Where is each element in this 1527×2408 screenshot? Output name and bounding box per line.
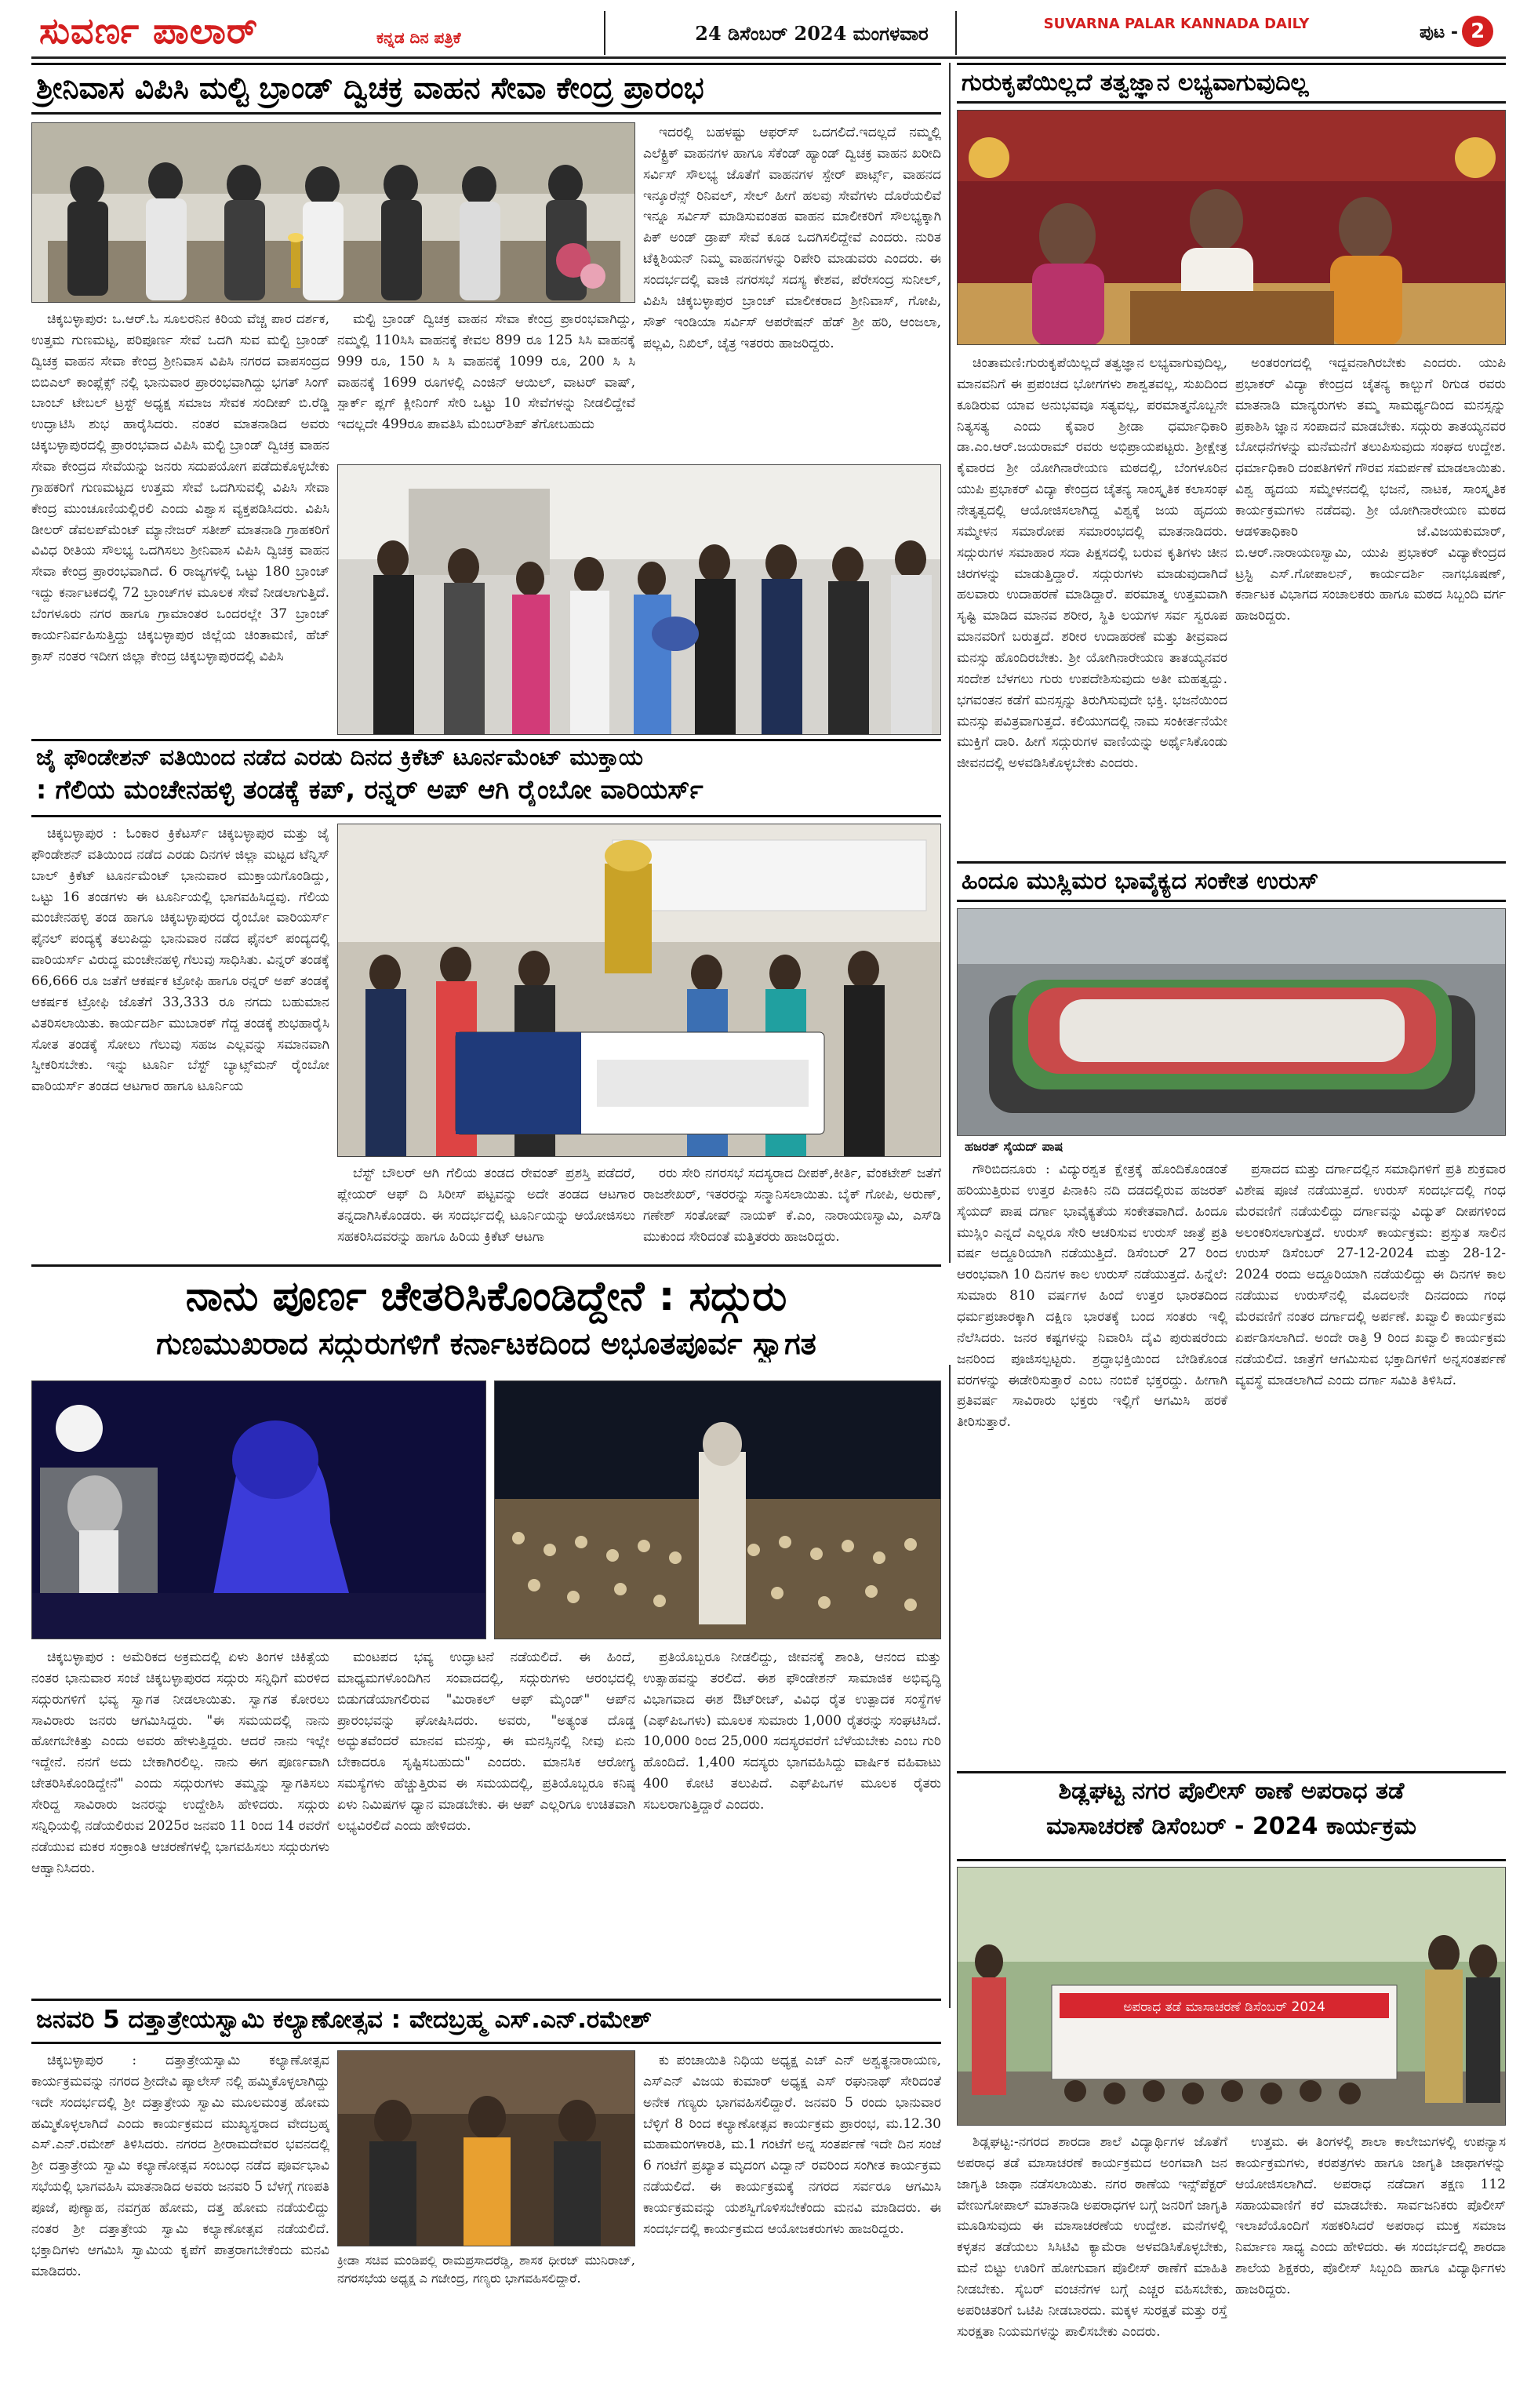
- gurukripe-headline-box: [957, 63, 1506, 104]
- sadhguru-col1-text: ಚಿಕ್ಕಬಳ್ಳಾಪುರ : ಅಮೆರಿಕದ ಅಕ್ರಮದಲ್ಲಿ ಏಳು ತಿಂಗಳ ಚಿಕಿತ್ಸೆಯ ನಂತರ ಭಾನುವಾರ ಸಂಜೆ ಚಿಕ್ಕಬಳ್ಳಾಪುರದ ಸದ್ಗುರು ಸನ್ನಿಧಿಗೆ ಮರಳಿದ ಸದ್ಗುರುಗಳಿಗೆ ಭವ್ಯ ಸ್ವಾಗತ ನೀಡಲಾಯಿತು. ಸ್ವಾಗತ ಕೋರಲು ಸಾವಿರಾರು ಜನರು ಆಗಮಿಸಿದ್ದರು. "ಈ ಸಮಯದಲ್ಲಿ ನಾನು ಹೋಗಬೇಕಿತ್ತು ಎಂದು ಅವರು ಹೇಳುತ್ತಿದ್ದರು. ಆದರೆ ನಾನು ಇಲ್ಲೇ ಇದ್ದೇನೆ. ನನಗೆ ಅದು ಬೇಕಾಗಿರಲಿಲ್ಲ. ನಾನು ಈಗ ಪೂರ್ಣವಾಗಿ ಚೇತರಿಸಿಕೊಂಡಿದ್ದೇನೆ" ಎಂದು ಸದ್ಗುರುಗಳು ತಮ್ಮನ್ನು ಸ್ವಾಗತಿಸಲು ಸೇರಿದ್ದ ಸಾವಿರಾರು ಜನರನ್ನು ಉದ್ದೇಶಿಸಿ ಹೇಳಿದರು. ಸದ್ಗುರು ಸನ್ನಿಧಿಯಲ್ಲಿ ನಡೆಯಲಿರುವ 2025ರ ಜನವರಿ 11 ರಿಂದ 14 ರವರೆಗೆ ನಡೆಯುವ ಮಕರ ಸಂಕ್ರಾಂತಿ ಆಚರಣೆಗಳಲ್ಲಿ ಭಾಗವಹಿಸಲು ಸದ್ಗುರುಗಳು ಆಹ್ವಾನಿಸಿದರು.: [31, 1650, 329, 1876]
- dattatreya-caption-text: ಕ್ರೀಡಾ ಸಚಿವ ಮಂಡಿಪಲ್ಲಿ ರಾಮಪ್ರಸಾದರೆಡ್ಡಿ, ಶಾಸಕ ಧೀರಜ್ ಮುನಿರಾಜ್, ನಗರಸಭೆಯ ಅಧ್ಯಕ್ಷ ಎ ಗಜೇಂದ್ರ, ಗಣ್ಯರು ಭಾಗವಹಿಸಲಿದ್ದಾರೆ.: [337, 2253, 635, 2286]
- newspaper-tagline: ಕನ್ನಡ ದಿನ ಪತ್ರಿಕೆ: [376, 28, 461, 47]
- gurukripe-col1: [957, 353, 1227, 855]
- showroom-col3: [643, 122, 941, 452]
- column-divider: [949, 63, 951, 1263]
- police-col1-text: ಶಿಡ್ಲಘಟ್ಟ:-ನಗರದ ಶಾರದಾ ಶಾಲೆ ವಿದ್ಯಾರ್ಥಿಗಳ ಜೊತೆಗೆ ಅಪರಾಧ ತಡೆ ಮಾಸಾಚರಣೆ ಕಾರ್ಯಕ್ರಮದ ಅಂಗವಾಗಿ ಜನ ಜಾಗೃತಿ ಜಾಥಾ ನಡೆಸಲಾಯಿತು. ನಗರ ಠಾಣೆಯ ಇನ್ಸ್‌ಪೆಕ್ಟರ್ ವೇಣುಗೋಪಾಲ್ ಮಾತನಾಡಿ ಅಪರಾಧಗಳ ಬಗ್ಗೆ ಜನರಿಗೆ ಜಾಗೃತಿ ಮೂಡಿಸುವುದು ಈ ಮಾಸಾಚರಣೆಯ ಉದ್ದೇಶ. ಮನೆಗಳಲ್ಲಿ ಕಳ್ಳತನ ತಡೆಯಲು ಸಿಸಿಟಿವಿ ಕ್ಯಾಮೆರಾ ಅಳವಡಿಸಿಕೊಳ್ಳಬೇಕು, ಮನೆ ಬಿಟ್ಟು ಊರಿಗೆ ಹೋಗುವಾಗ ಪೊಲೀಸ್ ಠಾಣೆಗೆ ಮಾಹಿತಿ ನೀಡಬೇಕು. ಸೈಬರ್ ವಂಚನೆಗಳ ಬಗ್ಗೆ ಎಚ್ಚರ ವಹಿಸಬೇಕು, ಅಪರಿಚಿತರಿಗೆ ಒಟಿಪಿ ನೀಡಬಾರದು. ಮಕ್ಕಳ ಸುರಕ್ಷತೆ ಮತ್ತು ರಸ್ತೆ ಸುರಕ್ಷತಾ ನಿಯಮಗಳನ್ನು ಪಾಲಿಸಬೇಕು ಎಂದರು.: [957, 2134, 1227, 2340]
- cricket-headline-1: ಜೈ ಫೌಂಡೇಶನ್ ವತಿಯಿಂದ ನಡೆದ ಎರಡು ದಿನದ ಕ್ರಿಕೆಟ್ ಟೂರ್ನಮೆಂಟ್ ಮುಕ್ತಾಯ: [36, 744, 643, 770]
- dattatreya-col1: [31, 2050, 329, 2399]
- police-photo: [957, 1867, 1506, 2126]
- police-col1: [957, 2132, 1227, 2399]
- gurukripe-photo: [957, 110, 1506, 345]
- police-headline-box: [957, 1771, 1506, 1861]
- showroom-col2-text: ಮಲ್ಟಿ ಬ್ರಾಂಡ್ ದ್ವಿಚಕ್ರ ವಾಹನ ಸೇವಾ ಕೇಂದ್ರ ಪ್ರಾರಂಭವಾಗಿದ್ದು, ನಮ್ಮಲ್ಲಿ 110ಸಿಸಿ ವಾಹನಕ್ಕೆ ಕೇವಲ 899 ರೂ 125 ಸಿಸಿ ವಾಹನಕ್ಕೆ 999 ರೂ, 150 ಸಿ ಸಿ ವಾಹನಕ್ಕೆ 1099 ರೂ, 200 ಸಿ ಸಿ ವಾಹನಕ್ಕೆ 1699 ರೂಗಳಲ್ಲಿ ಎಂಜಿನ್ ಆಯಿಲ್, ವಾಟರ್ ವಾಷ್, ಸ್ಪಾರ್ಕ್ ಪ್ಲಗ್ ಕ್ಲೀನಿಂಗ್ ಸೇರಿ ಒಟ್ಟು 10 ಸೇವೆಗಳನ್ನು ನೀಡಲಿದ್ದೇವೆ ಇದಲ್ಲದೇ 499ರೂ ಪಾವತಿಸಿ ಮೆಂಬರ್‌ಶಿಪ್ ತೆಗೋಬಹುದು: [337, 311, 635, 433]
- sadhguru-photo-crowd: [494, 1380, 941, 1639]
- gurukripe-col2: [1235, 353, 1506, 855]
- dattatreya-col2-text: ಕು ಪಂಚಾಯಿತಿ ನಿಧಿಯ ಅಧ್ಯಕ್ಷ ಎಚ್ ಎನ್ ಅಶ್ವತ್ಥನಾರಾಯಣ, ಎಸ್ಎನ್ ವಿಜಯ ಕುಮಾರ್ ಅಧ್ಯಕ್ಷ ಎಸ್ ರಘುನಾಥ್ ಸೇರಿದಂತೆ ಅನೇಕ ಗಣ್ಯರು ಭಾಗವಹಿಸಲಿದ್ದಾರೆ. ಜನವರಿ 5 ರಂದು ಭಾನುವಾರ ಬೆಳ್ಳಿಗೆ 8 ರಿಂದ ಕಲ್ಯಾಣೋತ್ಸವ ಕಾರ್ಯಕ್ರಮ ಪ್ರಾರಂಭ, ಮ.12.30 ಮಹಾಮಂಗಳಾರತಿ, ಮ.1 ಗಂಟೆಗೆ ಅನ್ನ ಸಂತರ್ಪಣೆ ಇದೇ ದಿನ ಸಂಜೆ 6 ಗಂಟೆಗೆ ಪ್ರಖ್ಯಾತ ಮೃದಂಗ ವಿದ್ವಾನ್ ರವರಿಂದ ಸಂಗೀತ ಕಾರ್ಯಕ್ರಮ ನಡೆಯಲಿದೆ. ಈ ಕಾರ್ಯಕ್ರಮಕ್ಕೆ ನಗರದ ಸರ್ವರೂ ಆಗಮಿಸಿ ಕಾರ್ಯಕ್ರಮವನ್ನು ಯಶಸ್ವಿಗೊಳಿಸಬೇಕೆಂದು ಮನವಿ ಮಾಡಿದರು. ಈ ಸಂದರ್ಭದಲ್ಲಿ ಕಾರ್ಯಕ್ರಮದ ಆಯೋಜಕರುಗಳು ಹಾಜರಿದ್ದರು.: [643, 2053, 941, 2237]
- dattatreya-col2: [643, 2050, 941, 2399]
- urus-headline: ಹಿಂದೂ ಮುಸ್ಲಿಮರ ಭಾವೈಕ್ಯದ ಸಂಕೇತ ಉರುಸ್: [962, 868, 1319, 895]
- english-name: SUVARNA PALAR KANNADA DAILY: [1043, 16, 1310, 32]
- showroom-col3-text: ಇದರಲ್ಲಿ ಬಹಳಷ್ಟು ಆಫರ್‌ಸ್ ಒದಗಲಿದೆ.ಇದಲ್ಲದೆ ನಮ್ಮಲ್ಲಿ ಎಲೆಕ್ಟ್ರಿಕ್ ವಾಹನಗಳ ಹಾಗೂ ಸೆಕೆಂಡ್ ಹ್ಯಾಂಡ್ ದ್ವಿಚಕ್ರ ವಾಹನ ಖರೀದಿ ಸರ್ವಿಸ್ ಸೌಲಭ್ಯ ಜೊತೆಗೆ ವಾಹನಗಳ ಸ್ಪೇರ್ ಪಾರ್ಟ್ಸ್, ವಾಹನದ ಇನ್ಶೂರೆನ್ಸ್ ರಿನಿವಲ್, ಸೇಲ್ ಹೀಗೆ ಹಲವು ಸೇವೆಗಳು ದೊರೆಯಲಿವೆ ಇನ್ನೂ ಸರ್ವಿಸ್ ಮಾಡಿಸುವಂತಹ ವಾಹನ ಮಾಲೀಕರಿಗೆ ಸೌಲಭ್ಯಕ್ಕಾಗಿ ಪಿಕ್ ಅಂಡ್ ಡ್ರಾಪ್ ಸೇವೆ ಕೂಡ ಒದಗಿಸಲಿದ್ದೇವೆ ಎಂದರು. ನುರಿತ ಟೆಕ್ನಿಶಿಯನ್ ನಿಮ್ಮ ವಾಹನಗಳನ್ನು ರಿಪೇರಿ ಮಾಡುವರು ಎಂದರು. ಈ ಸಂದರ್ಭದಲ್ಲಿ ವಾಜಿ ನಗರಸಭೆ ಸದಸ್ಯ ಕೇಶವ, ಪೆರೇಸಂದ್ರ ಸುನೀಲ್, ವಿಪಿಸಿ ಚಿಕ್ಕಬಳ್ಳಾಪುರ ಬ್ರಾಂಚ್ ಮಾಲೀಕರಾದ ಶ್ರೀನಿವಾಸ್, ಗೋಪಿ, ಸೌತ್ ಇಂಡಿಯಾ ಸರ್ವಿಸ್ ಆಪರೇಷನ್ ಹೆಡ್ ಶ್ರೀ ಹರಿ, ಆಂಜಲಾ, ಪಲ್ಲವಿ, ನಿಖಿಲ್, ಚೈತ್ರ ಇತರರು ಹಾಜರಿದ್ದರು.: [643, 125, 941, 351]
- sadhguru-headline-box: [31, 1269, 941, 1371]
- cricket-headline-box: [31, 739, 941, 817]
- urus-col1: [957, 1159, 1227, 1767]
- page-indicator: [1420, 16, 1506, 47]
- showroom-col1-text: ಚಿಕ್ಕಬಳ್ಳಾಪುರ: ಒ.ಆರ್.ಓ ಸೂಲರನಿನ ಕಿರಿಯ ವೆಚ್ಚ ಪಾರ ದರ್ಶಕ, ಉತ್ತಮ ಗುಣಮಟ್ಟ, ಪರಿಪೂರ್ಣ ಸೇವೆ ಒದಗಿ ಸುವ ಮಲ್ಟಿ ಬ್ರಾಂಡ್ ದ್ವಿಚಕ್ರ ವಾಹನ ಸೇವಾ ಕೇಂದ್ರ ಶ್ರೀನಿವಾಸ ವಿಪಿಸಿ ನಗರದ ವಾಪಸಂದ್ರದ ಬಿಬಿಎಲ್ ಕಾಂಪ್ಲೆಕ್ಸ್ ನಲ್ಲಿ ಭಾನುವಾರ ಪ್ರಾರಂಭವಾಗಿದ್ದು ಭಗತ್ ಸಿಂಗ್ ಬಾಂಬ್ ಟೇಬಲ್ ಟ್ರಸ್ಟ್ ಅಧ್ಯಕ್ಷ ಸಮಾಜ ಸೇವಕ ಸಂದೀಪ್ ಬಿ.ರೆಡ್ಡಿ ಉದ್ಘಾಟಿಸಿ ಶುಭ ಹಾರೈಸಿದರು. ನಂತರ ಮಾತನಾಡಿದ ಅವರು ಚಿಕ್ಕಬಳ್ಳಾಪುರದಲ್ಲಿ ಪ್ರಾರಂಭವಾದ ವಿಪಿಸಿ ಮಲ್ಟಿ ಬ್ರಾಂಡ್ ದ್ವಿಚಕ್ರ ವಾಹನ ಸೇವಾ ಕೇಂದ್ರದ ಸೇವೆಯನ್ನು ಜನರು ಸದುಪಯೋಗ ಪಡೆದುಕೊಳ್ಳಬೇಕು ಗ್ರಾಹಕರಿಗೆ ಗುಣಮಟ್ಟದ ಉತ್ತಮ ಸೇವೆ ಒದಗಿಸುವಲ್ಲಿ ವಿಪಿಸಿ ಸೇವಾ ಕೇಂದ್ರ ಮುಂಚೂಣಿಯಲ್ಲಿರಲಿ ಎಂದು ವಿಶ್ವಾಸ ವ್ಯಕ್ತಪಡಿಸಿದರು. ವಿಪಿಸಿ ಡೀಲರ್ ಡೆವಲಪ್‌ಮೆಂಟ್ ಮ್ಯಾನೇಜರ್ ಸತೀಶ್ ಮಾತನಾಡಿ ಗ್ರಾಹಕರಿಗೆ ವಿವಿಧ ರೀತಿಯ ಸೌಲಭ್ಯ ಒದಗಿಸಲು ಶ್ರೀನಿವಾಸ ವಿಪಿಸಿ ದ್ವಿಚಕ್ರ ವಾಹನ ಸೇವಾ ಕೇಂದ್ರ ಪ್ರಾರಂಭವಾಗಿದೆ. 6 ರಾಜ್ಯಗಳಲ್ಲಿ ಒಟ್ಟು 180 ಬ್ರಾಂಚ್ ಇದ್ದು ಕರ್ನಾಟಕದಲ್ಲಿ 72 ಬ್ರಾಂಚ್‌ಗಳ ಮೂಲಕ ಸೇವೆ ನೀಡಲಾಗುತ್ತಿದೆ. ಬೆಂಗಳೂರು ನಗರ ಹಾಗೂ ಗ್ರಾಮಾಂತರ ಒಂದರಲ್ಲೇ 37 ಬ್ರಾಂಚ್ ಕಾರ್ಯನಿರ್ವಹಿಸುತ್ತಿದ್ದು ಚಿಕ್ಕಬಳ್ಳಾಪುರ ಜಿಲ್ಲೆಯ ಚಿಂತಾಮಣಿ, ಹೆಚ್ ಕ್ರಾಸ್ ನಂತರ ಇದೀಗ ಜಿಲ್ಲಾ ಕೇಂದ್ರ ಚಿಕ್ಕಬಳ್ಳಾಪುರದಲ್ಲಿ ವಿಪಿಸಿ: [31, 311, 329, 664]
- dattatreya-headline: ಜನವರಿ 5 ದತ್ತಾತ್ರೇಯಸ್ವಾಮಿ ಕಲ್ಯಾಣೋತ್ಸವ : ವೇದಬ್ರಹ್ಮ ಎಸ್.ಎನ್.ರಮೇಶ್: [36, 2006, 652, 2034]
- sadhguru-headline-1: ನಾನು ಪೂರ್ಣ ಚೇತರಿಸಿಕೊಂಡಿದ್ದೇನೆ : ಸದ್ಗುರು: [185, 1273, 787, 1320]
- masthead-rule: [31, 56, 1506, 59]
- dattatreya-photo-caption: [337, 2251, 635, 2400]
- sadhguru-photo-statue: [31, 1380, 486, 1639]
- police-col2: [1235, 2132, 1506, 2399]
- sadhguru-col2: [337, 1647, 635, 1992]
- sadhguru-col2-text: ಮಂಟಪದ ಭವ್ಯ ಉದ್ಘಾಟನೆ ನಡೆಯಲಿದೆ. ಈ ಹಿಂದೆ, ಮಾಧ್ಯಮಗಳೊಂದಿಗಿನ ಸಂವಾದದಲ್ಲಿ, ಸದ್ಗುರುಗಳು ಆರಂಭದಲ್ಲಿ ಬಿಡುಗಡೆಯಾಗಲಿರುವ "ಮಿರಾಕಲ್ ಆಫ್ ಮೈಂಡ್" ಆಪ್‌ನ ಪ್ರಾರಂಭವನ್ನು ಘೋಷಿಸಿದರು. ಅವರು, "ಅತ್ಯಂತ ದೊಡ್ಡ ಅದ್ಭುತವೆಂದರೆ ಮಾನವ ಮನಸ್ಸು, ಈ ಮನಸ್ಸಿನಲ್ಲಿ ನೀವು ಏನು ಬೇಕಾದರೂ ಸೃಷ್ಟಿಸಬಹುದು" ಎಂದರು. ಮಾನಸಿಕ ಆರೋಗ್ಯ ಸಮಸ್ಯೆಗಳು ಹೆಚ್ಚುತ್ತಿರುವ ಈ ಸಮಯದಲ್ಲಿ, ಪ್ರತಿಯೊಬ್ಬರೂ ಕನಿಷ್ಠ ಏಳು ನಿಮಿಷಗಳ ಧ್ಯಾನ ಮಾಡಬೇಕು. ಈ ಆಪ್ ಎಲ್ಲರಿಗೂ ಉಚಿತವಾಗಿ ಲಭ್ಯವಿರಲಿದೆ ಎಂದು ಹೇಳಿದರು.: [337, 1650, 635, 1834]
- cricket-col3: [643, 1163, 941, 1257]
- sadhguru-col3: [643, 1647, 941, 1992]
- dattatreya-headline-box: [31, 1999, 941, 2044]
- showroom-col1: [31, 309, 329, 733]
- showroom-col2: [337, 309, 635, 458]
- issue-date: 24 ಡಿಸೆಂಬರ್ 2024 ಮಂಗಳವಾರ: [695, 22, 929, 45]
- gurukripe-col2-text: ಅಂತರಂಗದಲ್ಲಿ ಇದ್ದವನಾಗಿರಬೇಕು ಎಂದರು. ಯುಪಿ ಪ್ರಭಾಕರ್ ವಿದ್ಯಾ ಕೇಂದ್ರದ ಚೈತನ್ಯ ಕಾಲ್ಬುಗೆ ರಿಗುಡ ರವರು ಮಾತನಾಡಿ ಮಾನ್ಯರುಗಳು ತಮ್ಮ ಸಾಮರ್ಥ್ಯದಿಂದ ಮನಸ್ಸನ್ನು ಪ್ರಕಾಶಿಸಿ ಜ್ಞಾನ ಸಂಪಾದನೆ ಮಾಡಬೇಕು. ಸದ್ಗುರು ತಾತಯ್ಯನವರ ಬೋಧನೆಗಳನ್ನು ಮನೆಮನೆಗೆ ತಲುಪಿಸುವುದು ಸಂಘದ ಉದ್ದೇಶ. ಧರ್ಮಾಧಿಕಾರಿ ದಂಪತಿಗಳಿಗೆ ಗೌರವ ಸಮರ್ಪಣೆ ಮಾಡಲಾಯಿತು. ವಿಶ್ವ ಹೃದಯ ಸಮ್ಮೇಳನದಲ್ಲಿ ಭಜನೆ, ನಾಟಕ, ಸಾಂಸ್ಕೃತಿಕ ಕಾರ್ಯಕ್ರಮಗಳು ನಡೆದವು. ಶ್ರೀ ಯೋಗಿನಾರೇಯಣ ಮಠದ ಆಡಳಿತಾಧಿಕಾರಿ ಜೆ.ವಿಜಯಕುಮಾರ್, ಬಿ.ಆರ್.ನಾರಾಯಣಸ್ವಾಮಿ, ಯುಪಿ ಪ್ರಭಾಕರ್ ವಿದ್ಯಾಕೇಂದ್ರದ ಟ್ರಸ್ಟಿ ಎಸ್.ಗೋಪಾಲನ್, ಕಾರ್ಯದರ್ಶಿ ನಾಗಭೂಷಣ್, ಕರ್ನಾಟಕ ವಿಭಾಗದ ಸಂಚಾಲಕರು ಹಾಗೂ ಮಠದ ಸಿಬ್ಬಂದಿ ವರ್ಗ ಹಾಜರಿದ್ದರು.: [1235, 355, 1506, 624]
- urus-col2: [1235, 1159, 1506, 1767]
- sadhguru-headline-2: ಗುಣಮುಖರಾದ ಸದ್ಗುರುಗಳಿಗೆ ಕರ್ನಾಟಕದಿಂದ ಅಭೂತಪೂರ್ವ ಸ್ವಾಗತ: [156, 1326, 816, 1361]
- cricket-col2: [337, 1163, 635, 1257]
- showroom-photo-ribbon: [31, 122, 635, 303]
- sadhguru-top-rule: [31, 1264, 941, 1267]
- cricket-col1-text: ಚಿಕ್ಕಬಳ್ಳಾಪುರ : ಓಂಕಾರ ಕ್ರಿಕೆಟರ್ಸ್ ಚಿಕ್ಕಬಳ್ಳಾಪುರ ಮತ್ತು ಜೈ ಫೌಂಡೇಶನ್ ವತಿಯಿಂದ ನಡೆದ ಎರಡು ದಿನಗಳ ಜಿಲ್ಲಾ ಮಟ್ಟದ ಟೆನ್ನಿಸ್ ಬಾಲ್ ಕ್ರಿಕೆಟ್ ಟೂರ್ನಮೆಂಟ್ ಭಾನುವಾರ ಮುಕ್ತಾಯಗೊಂಡಿದ್ದು, ಒಟ್ಟು 16 ತಂಡಗಳು ಈ ಟೂರ್ನಿಯಲ್ಲಿ ಭಾಗವಹಿಸಿದ್ದವು. ಗೆಲಿಯ ಮಂಚೇನಹಳ್ಳಿ ತಂಡ ಹಾಗೂ ಚಿಕ್ಕಬಳ್ಳಾಪುರದ ರೈಂಬೋ ವಾರಿಯರ್ಸ್ ಫೈನಲ್ ಪಂದ್ಯಕ್ಕೆ ತಲುಪಿದ್ದು ಭಾನುವಾರ ನಡೆದ ಫೈನಲ್ ಪಂದ್ಯದಲ್ಲಿ ವಾರಿಯರ್ಸ್ ವಿರುದ್ಧ ಮಂಚೇನಹಳ್ಳಿ ಗೆಲುವು ಸಾಧಿಸಿತು. ವಿನ್ನರ್ ತಂಡಕ್ಕೆ 66,666 ರೂ ಜತೆಗೆ ಆಕರ್ಷಕ ಟ್ರೋಫಿ ಹಾಗೂ ರನ್ನರ್ ಅಪ್ ತಂಡಕ್ಕೆ ಆಕರ್ಷಕ ಟ್ರೋಫಿ ಜೊತೆಗೆ 33,333 ರೂ ನಗದು ಬಹುಮಾನ ವಿತರಿಸಲಾಯಿತು. ಕಾರ್ಯದರ್ಶಿ ಮುಬಾರಕ್ ಗೆದ್ದ ತಂಡಕ್ಕೆ ಶುಭಹಾರೈಸಿ ಸೋತ ತಂಡಕ್ಕೆ ಸೋಲು ಗೆಲುವು ಸಹಜ ಎಲ್ಲವನ್ನು ಸಮಾನವಾಗಿ ಸ್ವೀಕರಿಸಬೇಕು. ಇನ್ನು ಟೂರ್ನಿ ಬೆಸ್ಟ್ ಬ್ಯಾಟ್ಸ್‌ಮನ್ ರೈಂಬೋ ವಾರಿಯರ್ಸ್ ತಂಡದ ಆಟಗಾರ ಹಾಗೂ ಟೂರ್ನಿಯ: [31, 826, 329, 1095]
- dattatreya-col1-text: ಚಿಕ್ಕಬಳ್ಳಾಪುರ : ದತ್ತಾತ್ರೇಯಸ್ವಾಮಿ ಕಲ್ಯಾಣೋತ್ಸವ ಕಾರ್ಯಕ್ರಮವನ್ನು ನಗರದ ಶ್ರೀದೇವಿ ಪ್ಯಾಲೇಸ್ ನಲ್ಲಿ ಹಮ್ಮಿಕೊಳ್ಳಲಾಗಿದ್ದು ಇದೇ ಸಂದರ್ಭದಲ್ಲಿ ಶ್ರೀ ದತ್ತಾತ್ರೇಯ ಸ್ವಾಮಿ ಮೂಲಮಂತ್ರ ಹೋಮ ಹಮ್ಮಿಕೊಳ್ಳಲಾಗಿದೆ ಎಂದು ಕಾರ್ಯಕ್ರಮದ ಮುಖ್ಯಸ್ಥರಾದ ವೇದಬ್ರಹ್ಮ ಎಸ್.ಎನ್.ರಮೇಶ್ ತಿಳಿಸಿದರು. ನಗರದ ಶ್ರೀರಾಮದೇವರ ಭವನದಲ್ಲಿ ಶ್ರೀ ದತ್ತಾತ್ರೇಯ ಸ್ವಾಮಿ ಕಲ್ಯಾಣೋತ್ಸವ ಸಂಬಂಧ ನಡೆದ ಪೂರ್ವಭಾವಿ ಸಭೆಯಲ್ಲಿ ಭಾಗವಹಿಸಿ ಮಾತನಾಡಿದ ಅವರು ಜನವರಿ 5 ಬೆಳಗ್ಗೆ ಗಣಪತಿ ಪೂಜೆ, ಪುಣ್ಯಾಹ, ನವಗ್ರಹ ಹೋಮ, ದತ್ತ ಹೋಮ ನಡೆಯಲಿದ್ದು ನಂತರ ಶ್ರೀ ದತ್ತಾತ್ರೇಯ ಸ್ವಾಮಿ ಕಲ್ಯಾಣೋತ್ಸವ ನಡೆಯಲಿದೆ. ಭಕ್ತಾದಿಗಳು ಆಗಮಿಸಿ ಸ್ವಾಮಿಯ ಕೃಪೆಗೆ ಪಾತ್ರರಾಗಬೇಕೆಂದು ಮನವಿ ಮಾಡಿದರು.: [31, 2053, 329, 2279]
- newspaper-name: ಸುವರ್ಣ ಪಾಲಾರ್: [39, 9, 259, 52]
- masthead-box-lines: [604, 11, 957, 55]
- page-number: 2: [1462, 16, 1493, 47]
- urus-col2-text: ಪ್ರಸಾದದ ಮತ್ತು ದರ್ಗಾದಲ್ಲಿನ ಸಮಾಧಿಗಳಿಗೆ ಪ್ರತಿ ಶುಕ್ರವಾರ ವಿಶೇಷ ಪೂಜೆ ನಡೆಯುತ್ತದೆ. ಉರುಸ್ ಸಂದರ್ಭದಲ್ಲಿ ಗಂಧ ಮೆರವಣಿಗೆ ನಡೆಯಲಿದ್ದು ದರ್ಗಾವನ್ನು ವಿದ್ಯುತ್ ದೀಪಗಳಿಂದ ಅಲಂಕರಿಸಲಾಗುತ್ತದೆ. ಉರುಸ್ ಕಾರ್ಯಕ್ರಮ: ಪ್ರಸ್ತುತ ಸಾಲಿನ ಉರುಸ್ ಡಿಸೆಂಬರ್ 27-12-2024 ಮತ್ತು 28-12-2024 ರಂದು ಅದ್ದೂರಿಯಾಗಿ ನಡೆಯಲಿದ್ದು ಈ ದಿನಗಳ ಕಾಲ ನಡೆಯುವ ಉರುಸ್‌ನಲ್ಲಿ ಮೊದಲನೇ ದಿನದಂದು ಗಂಧ ಮೆರವಣಿಗೆ ನಂತರ ದರ್ಗಾದಲ್ಲಿ ಅರ್ಪಣೆ. ಖವ್ವಾಲಿ ಕಾರ್ಯಕ್ರಮ ಏರ್ಪಡಿಸಲಾಗಿದೆ. ಅಂದೇ ರಾತ್ರಿ 9 ರಿಂದ ಖವ್ವಾಲಿ ಕಾರ್ಯಕ್ರಮ ನಡೆಯಲಿದೆ. ಜಾತ್ರೆಗೆ ಆಗಮಿಸುವ ಭಕ್ತಾದಿಗಳಿಗೆ ಅನ್ನಸಂತರ್ಪಣೆ ವ್ಯವಸ್ಥೆ ಮಾಡಲಾಗಿದೆ ಎಂದು ದರ್ಗಾ ಸಮಿತಿ ತಿಳಿಸಿದೆ.: [1235, 1162, 1506, 1388]
- showroom-photo-group: [337, 464, 941, 735]
- cricket-col1: [31, 824, 329, 1255]
- column-divider: [949, 1365, 951, 2008]
- police-banner-text: ಅಪರಾಧ ತಡೆ ಮಾಸಾಚರಣೆ ಡಿಸೆಂಬರ್ 2024: [1123, 1999, 1325, 2015]
- page-label: ಪುಟ -: [1420, 23, 1459, 42]
- showroom-headline: ಶ್ರೀನಿವಾಸ ವಿಪಿಸಿ ಮಲ್ಟಿ ಬ್ರಾಂಡ್ ದ್ವಿಚಕ್ರ ವಾಹನ ಸೇವಾ ಕೇಂದ್ರ ಪ್ರಾರಂಭ: [36, 71, 704, 105]
- police-headline-2: ಮಾಸಾಚರಣೆ ಡಿಸೆಂಬರ್ - 2024 ಕಾರ್ಯಕ್ರಮ: [1046, 1812, 1416, 1840]
- gurukripe-headline: ಗುರುಕೃಪೆಯಿಲ್ಲದೆ ತತ್ವಜ್ಞಾನ ಲಭ್ಯವಾಗುವುದಿಲ್ಲ: [962, 69, 1309, 96]
- police-col2-text: ಉತ್ತಮ. ಈ ತಿಂಗಳಲ್ಲಿ ಶಾಲಾ ಕಾಲೇಜುಗಳಲ್ಲಿ ಉಪನ್ಯಾಸ ಕಾರ್ಯಕ್ರಮಗಳು, ಕರಪತ್ರಗಳು ಹಾಗೂ ಜಾಗೃತಿ ಜಾಥಾಗಳನ್ನು ಆಯೋಜಿಸಲಾಗಿದೆ. ಅಪರಾಧ ನಡೆದಾಗ ತಕ್ಷಣ 112 ಸಹಾಯವಾಣಿಗೆ ಕರೆ ಮಾಡಬೇಕು. ಸಾರ್ವಜನಿಕರು ಪೊಲೀಸ್ ಇಲಾಖೆಯೊಂದಿಗೆ ಸಹಕರಿಸಿದರೆ ಅಪರಾಧ ಮುಕ್ತ ಸಮಾಜ ನಿರ್ಮಾಣ ಸಾಧ್ಯ ಎಂದು ಹೇಳಿದರು. ಈ ಸಂದರ್ಭದಲ್ಲಿ ಶಾರದಾ ಶಾಲೆಯ ಶಿಕ್ಷಕರು, ಪೊಲೀಸ್ ಸಿಬ್ಬಂದಿ ಹಾಗೂ ವಿದ್ಯಾರ್ಥಿಗಳು ಹಾಜರಿದ್ದರು.: [1235, 2134, 1506, 2298]
- cricket-headline-2: : ಗೆಲಿಯ ಮಂಚೇನಹಳ್ಳಿ ತಂಡಕ್ಕೆ ಕಪ್, ರನ್ನರ್ ಅಪ್ ಆಗಿ ರೈಂಬೋ ವಾರಿಯರ್ಸ್: [36, 774, 704, 806]
- cricket-photo: [337, 824, 941, 1157]
- urus-col1-text: ಗೌರಿಬಿದನೂರು : ವಿದ್ಯುರಶ್ವತ ಕ್ಷೇತ್ರಕ್ಕೆ ಹೊಂದಿಕೊಂಡಂತೆ ಹರಿಯುತ್ತಿರುವ ಉತ್ತರ ಪಿನಾಕಿನಿ ನದಿ ದಡದಲ್ಲಿರುವ ಹಜರತ್ ಸೈಯದ್ ಪಾಷ ದರ್ಗಾ ಭಾವೈಕ್ಯತೆಯ ಸಂಕೇತವಾಗಿದೆ. ಹಿಂದೂ ಮುಸ್ಲಿಂ ಎನ್ನದೆ ಎಲ್ಲರೂ ಸೇರಿ ಆಚರಿಸುವ ಉರುಸ್ ಜಾತ್ರೆ ಪ್ರತಿ ವರ್ಷ ಅದ್ದೂರಿಯಾಗಿ ನಡೆಯುತ್ತಿದೆ. ಡಿಸೆಂಬರ್ 27 ರಿಂದ ಆರಂಭವಾಗಿ 10 ದಿನಗಳ ಕಾಲ ಉರುಸ್ ನಡೆಯುತ್ತದೆ. ಹಿನ್ನೆಲೆ: ಸುಮಾರು 810 ವರ್ಷಗಳ ಹಿಂದೆ ಉತ್ತರ ಭಾರತದಿಂದ ಧರ್ಮಪ್ರಚಾರಕ್ಕಾಗಿ ದಕ್ಷಿಣ ಭಾರತಕ್ಕೆ ಬಂದ ಸಂತರು ಇಲ್ಲಿ ನೆಲೆಸಿದರು. ಜನರ ಕಷ್ಟಗಳನ್ನು ನಿವಾರಿಸಿ ದೈವಿ ಪುರುಷರೆಂದು ಜನರಿಂದ ಪೂಜಿಸಲ್ಪಟ್ಟರು. ಶ್ರದ್ಧಾಭಕ್ತಿಯಿಂದ ಬೇಡಿಕೊಂಡ ವರಗಳನ್ನು ಈಡೇರಿಸುತ್ತಾರೆ ಎಂಬ ನಂಬಿಕೆ ಭಕ್ತರದ್ದು. ಹೀಗಾಗಿ ಪ್ರತಿವರ್ಷ ಸಾವಿರಾರು ಭಕ್ತರು ಇಲ್ಲಿಗೆ ಆಗಮಿಸಿ ಹರಕೆ ತೀರಿಸುತ್ತಾರೆ.: [957, 1162, 1227, 1431]
- police-headline-1: ಶಿಡ್ಲಘಟ್ಟ ನಗರ ಪೊಲೀಸ್ ಠಾಣೆ ಅಪರಾಧ ತಡೆ: [1058, 1777, 1405, 1805]
- urus-photo-caption: ಹಜರತ್ ಸೈಯದ್ ಪಾಷ: [965, 1139, 1063, 1154]
- showroom-headline-box: [31, 63, 941, 115]
- dattatreya-photo: [337, 2050, 635, 2246]
- cricket-col3-text: ರರು ಸೇರಿ ನಗರಸಭೆ ಸದಸ್ಯರಾದ ದೀಪಕ್,ಕೀರ್ತಿ, ವೆಂಕಟೇಶ್ ಜತೆಗೆ ರಾಜಶೇಖರ್, ಇತರರನ್ನು ಸನ್ಮಾನಿಸಲಾಯಿತು. ಬೈಕ್ ಗೋಪಿ, ಅರುಣ್, ಗಣೇಶ್ ಸಂತೋಷ್ ನಾಯಕ್ ಕೆ.ಎಂ, ನಾರಾಯಣಸ್ವಾಮಿ, ಎಸ್‌ಡಿ ಮುಕುಂದ ಸೇರಿದಂತೆ ಮತ್ತಿತರರು ಹಾಜರಿದ್ದರು.: [643, 1166, 941, 1245]
- gurukripe-col1-text: ಚಿಂತಾಮಣಿ:ಗುರುಕೃಪೆಯಿಲ್ಲದೆ ತತ್ವಜ್ಞಾನ ಲಭ್ಯವಾಗುವುದಿಲ್ಲ, ಮಾನವನಿಗೆ ಈ ಪ್ರಪಂಚದ ಭೋಗಗಳು ಶಾಶ್ವತವಲ್ಲ, ಸುಖದಿಂದ ಕೂಡಿರುವ ಯಾವ ಅನುಭವವೂ ಸತ್ಯವಲ್ಲ, ಪರಮಾತ್ಮನೊಬ್ಬನೇ ನಿತ್ಯಸತ್ಯ ಎಂದು ಕೈವಾರ ಶ್ರೀಡಾ ಧರ್ಮಾಧಿಕಾರಿ ಡಾ.ಎಂ.ಆರ್.ಜಯರಾಮ್ ರವರು ಅಭಿಪ್ರಾಯಪಟ್ಟರು. ಶ್ರೀಕ್ಷೇತ್ರ ಕೈವಾರದ ಶ್ರೀ ಯೋಗಿನಾರೇಯಣ ಮಠದಲ್ಲಿ, ಬೆಂಗಳೂರಿನ ಯುಪಿ ಪ್ರಭಾಕರ್ ವಿದ್ಯಾ ಕೇಂದ್ರದ ಚೈತನ್ಯ ಸಾಂಸ್ಕೃತಿಕ ಕಲಾಸಂಘ ನೇತೃತ್ವದಲ್ಲಿ ಆಯೋಜಿಸಲಾಗಿದ್ದ ವಿಶ್ವಕ್ಕೆ ಜಯ ಹೃದಯ ಸಮ್ಮೇಳನ ಸಮಾರೋಪ ಸಮಾರಂಭದಲ್ಲಿ ಮಾತನಾಡಿದರು. ಸದ್ಗುರುಗಳ ಸಮಾಹಾರ ಸದಾ ಪಿಕ್ಷಸದಲ್ಲಿ ಬರುವ ಕೃತಿಗಳು ಚೀನ ಚಿರಗಳನ್ನು ಮಾಡುತ್ತಿದ್ದಾರೆ. ಸದ್ಗುರುಗಳು ಮಾಡುವುದಾಗಿದೆ ಹಲವಾರು ಉದಾಹರಣೆ ಮಾಡಿದ್ದಾರೆ. ಪರಮಾತ್ಮ ಉತ್ತಮವಾಗಿ ಸೃಷ್ಟಿ ಮಾಡಿದ ಮಾನವ ಶರೀರ, ಸ್ಥಿತಿ ಲಯಗಳ ಸರ್ವ ಸ್ವರೂಪ ಮಾನವರಿಗೆ ಬರುತ್ತದೆ. ಶರೀರ ಉದಾಹರಣೆ ಮತ್ತು ತೀವ್ರವಾದ ಮನಸ್ಸು ಹೊಂದಿರಬೇಕು. ಶ್ರೀ ಯೋಗಿನಾರೇಯಣ ತಾತಯ್ಯನವರ ಸಂದೇಶ ಬೆಳಗಲು ಗುರು ಉಪದೇಶಿಸುವುದು ಅತೀ ಮಹತ್ವದ್ದು. ಭಗವಂತನ ಕಡೆಗೆ ಮನಸ್ಸನ್ನು ತಿರುಗಿಸುವುದೇ ಭಕ್ತಿ. ಭಜನೆಯಿಂದ ಮನಸ್ಸು ಪವಿತ್ರವಾಗುತ್ತದೆ. ಕಲಿಯುಗದಲ್ಲಿ ನಾಮ ಸಂಕೀರ್ತನೆಯೇ ಮುಕ್ತಿಗೆ ದಾರಿ. ಹೀಗೆ ಸದ್ಗುರುಗಳ ವಾಣಿಯನ್ನು ಅರ್ಥೈಸಿಕೊಂಡು ಜೀವನದಲ್ಲಿ ಅಳವಡಿಸಿಕೊಳ್ಳಬೇಕು ಎಂದರು.: [957, 355, 1227, 772]
- urus-headline-box: [957, 861, 1506, 902]
- cricket-col2-text: ಬೆಸ್ಟ್ ಬೌಲರ್ ಆಗಿ ಗೆಲಿಯ ತಂಡದ ರೇವಂತ್ ಪ್ರಶಸ್ತಿ ಪಡೆದರೆ, ಪ್ಲೇಯರ್ ಆಫ್ ದಿ ಸಿರೀಸ್ ಪಟ್ಟವನ್ನು ಅದೇ ತಂಡದ ಆಟಗಾರ ತನ್ನದಾಗಿಸಿಕೊಂಡರು. ಈ ಸಂದರ್ಭದಲ್ಲಿ ಟೂರ್ನಿಯನ್ನು ಆಯೋಜಿಸಲು ಸಹಕರಿಸಿದವರನ್ನು ಹಾಗೂ ಹಿರಿಯ ಕ್ರಿಕೆಟ್ ಆಟಗಾ: [337, 1166, 635, 1245]
- urus-photo: [957, 908, 1506, 1136]
- sadhguru-col1: [31, 1647, 329, 1992]
- sadhguru-col3-text: ಪ್ರತಿಯೊಬ್ಬರೂ ನೀಡಲಿದ್ದು, ಜೀವನಕ್ಕೆ ಶಾಂತಿ, ಆನಂದ ಮತ್ತು ಉತ್ಸಾಹವನ್ನು ತರಲಿದೆ. ಈಶ ಫೌಂಡೇಶನ್ ಸಾಮಾಜಿಕ ಅಭಿವೃದ್ಧಿ ವಿಭಾಗವಾದ ಈಶ ಔಟ್‌ರೀಚ್, ವಿವಿಧ ರೈತ ಉತ್ಪಾದಕ ಸಂಸ್ಥೆಗಳ (ಎಫ್‌ಪಿಒಗಳು) ಮೂಲಕ ಸುಮಾರು 1,000 ರೈತರನ್ನು ಸಂಘಟಿಸಿದೆ. 10,000 ರಿಂದ 25,000 ಸದಸ್ಯರವರೆಗೆ ಬೆಳೆಯಬೇಕು ಎಂಬ ಗುರಿ ಹೊಂದಿದೆ. 1,400 ಸದಸ್ಯರು ಭಾಗವಹಿಸಿದ್ದು ವಾರ್ಷಿಕ ವಹಿವಾಟು 400 ಕೋಟಿ ತಲುಪಿದೆ. ಎಫ್‌ಪಿಒಗಳ ಮೂಲಕ ರೈತರು ಸಬಲರಾಗುತ್ತಿದ್ದಾರೆ ಎಂದರು.: [643, 1650, 941, 1813]
